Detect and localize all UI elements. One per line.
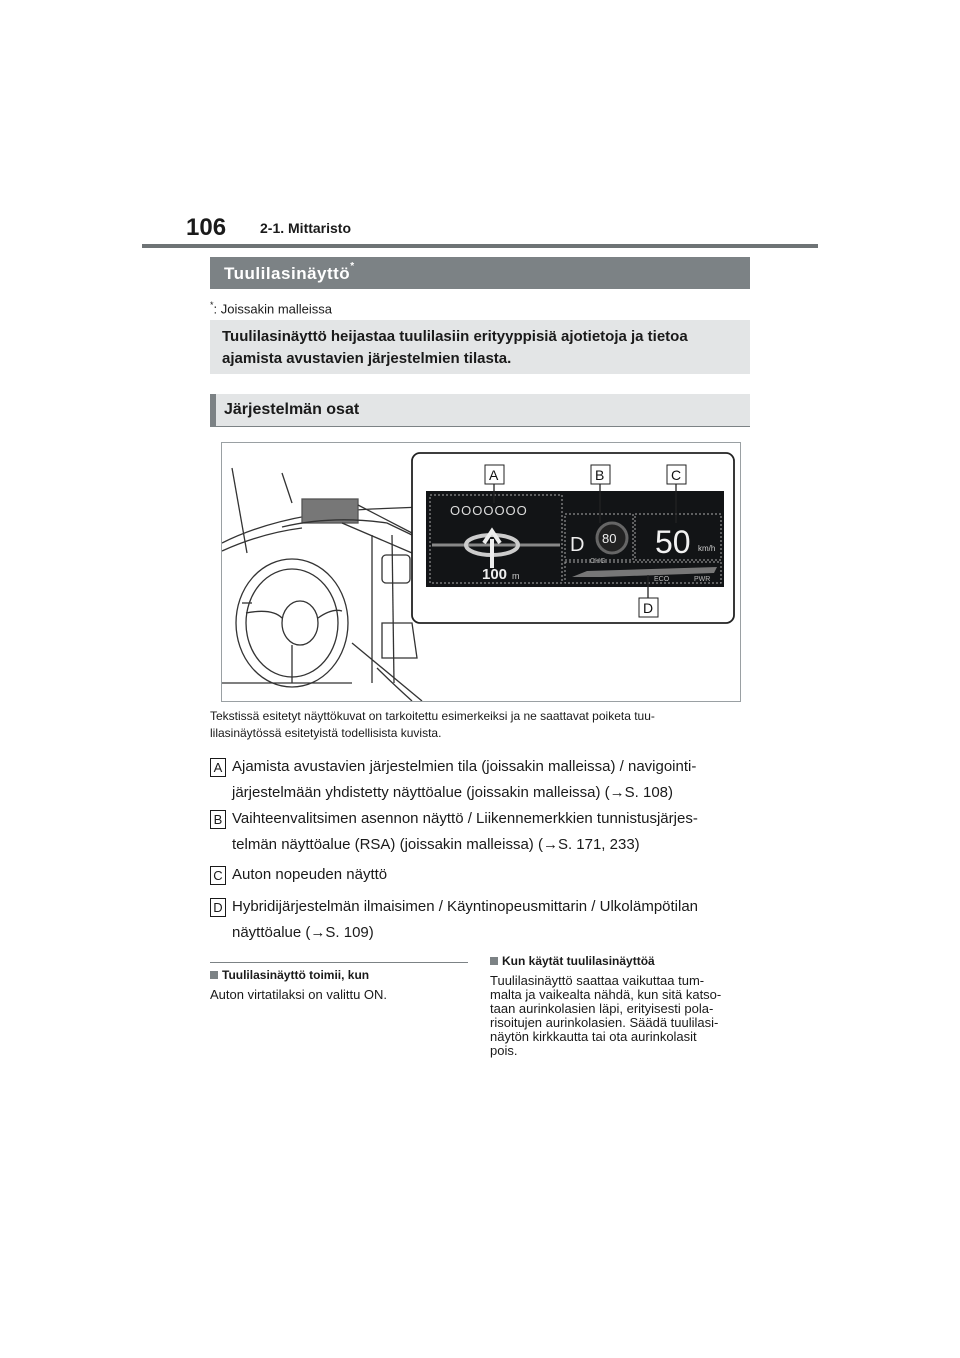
subheading-rule: [210, 426, 750, 427]
item-d-line-2: näyttöalue (→S. 109): [232, 924, 374, 941]
callout-b: B: [595, 467, 605, 483]
item-a-line-1: Ajamista avustavien järjestelmien tila (joissakin malleissa) / navigointi-: [232, 758, 697, 775]
hud-figure: [221, 442, 741, 702]
note-right-line-4: risoitujen aurinkolasien. Säädä tuulilasi-: [490, 1015, 719, 1030]
item-b-line-2: telmän näyttöalue (RSA) (joissakin malleissa) (→S. 171, 233): [232, 836, 640, 853]
callout-d: D: [643, 600, 654, 616]
item-badge-d: D: [210, 898, 226, 917]
lane-dots: OOOOOOO: [450, 503, 528, 518]
distance-unit: m: [512, 571, 520, 581]
left-note-rule: [210, 962, 468, 963]
item-a-line-2: järjestelmään yhdistetty näyttöalue (joissakin malleissa) (→S. 108): [232, 784, 674, 801]
item-text-b: [232, 806, 752, 858]
callout-c: C: [671, 467, 682, 483]
distance-value: 100: [482, 566, 508, 583]
title-bar: [210, 257, 750, 289]
section-title: 2-1. Mittaristo: [260, 220, 352, 236]
note-left-heading-text: Tuulilasinäyttö toimii, kun: [222, 968, 370, 982]
zoom-line-1: [358, 505, 412, 533]
square-bullet-icon: [210, 971, 218, 979]
item-text-c: [232, 862, 752, 888]
caption-line-1: Tekstissä esitetyt näyttökuvat on tarkoitettu esimerkeiksi ja ne saattavat poiketa tuu-: [210, 709, 655, 723]
speed-value: 50: [655, 524, 691, 560]
item-d-line-1: Hybridijärjestelmän ilmaisimen / Käyntinopeusmittarin / Ulkolämpötilan: [232, 898, 699, 915]
square-bullet-icon: [490, 957, 498, 965]
item-text-a: [232, 754, 752, 806]
note-right-line-3: taan aurinkolasien läpi, erityisesti pola-: [490, 1001, 714, 1016]
callout-a: A: [489, 467, 499, 483]
note-right-line-2: malta ja vaikealta nähdä, kun sitä katso-: [490, 987, 722, 1002]
note-right-body: [490, 974, 752, 1058]
page-number: 106: [186, 214, 227, 241]
pwr-label: PWR: [694, 576, 711, 583]
item-text-d: [232, 894, 752, 946]
figure-caption: [210, 708, 750, 742]
intro-text: Tuulilasinäyttö heijastaa tuulilasiin erityyppisiä ajotietoja ja tietoa ajamista avustavien järjestelmien tilasta.: [222, 328, 688, 367]
item-b-line-1: Vaihteenvalitsimen asennon näyttö / Liikennemerkkien tunnistusjärjes-: [232, 810, 698, 827]
caption-line-2: lilasinäytössä esitetyistä todellisista kuvista.: [210, 726, 442, 740]
item-c-line-1: Auton nopeuden näyttö: [232, 866, 388, 883]
note-right-heading-text: Kun käytät tuulilasinäyttöä: [502, 954, 655, 968]
note-right-heading: [490, 954, 752, 968]
item-badge-b: B: [210, 810, 226, 829]
speed-limit-value: 80: [602, 531, 617, 546]
title-asterisk: *: [350, 261, 355, 272]
footnote-mark: *: [210, 300, 214, 310]
subheading-box: [210, 394, 750, 426]
chg-label: CHG: [590, 558, 606, 565]
list-item-a: [210, 754, 760, 810]
page-title: [224, 261, 355, 284]
subheading: Järjestelmän osat: [224, 401, 360, 418]
speed-unit: km/h: [698, 544, 716, 553]
gear-indicator: D: [570, 534, 585, 556]
list-item-c: [210, 862, 760, 890]
note-right-line-1: Tuulilasinäyttö saattaa vaikuttaa tum-: [490, 973, 705, 988]
item-badge-a: A: [210, 758, 226, 777]
header-rule: [142, 244, 818, 248]
note-left-body: Auton virtatilaksi on valittu ON.: [210, 987, 388, 1002]
note-left-heading: [210, 968, 468, 982]
list-item-d: [210, 894, 760, 950]
subheading-marker: [210, 394, 216, 426]
note-right: [490, 954, 752, 1058]
note-left: [210, 968, 468, 1002]
note-right-line-5: näytön kirkkautta tai ota aurinkolasit: [490, 1029, 697, 1044]
page-title-text: Tuulilasinäyttö: [224, 264, 351, 283]
intro-box: [210, 320, 750, 374]
item-badge-c: C: [210, 866, 226, 885]
footnote-text: : Joissakin malleissa: [213, 301, 333, 317]
dashboard-drawing: [222, 468, 422, 701]
eco-label: ECO: [654, 576, 670, 583]
note-right-line-6: pois.: [490, 1043, 518, 1058]
footnote: [210, 300, 332, 316]
list-item-b: [210, 806, 760, 862]
dashboard-illustration: [222, 443, 740, 701]
